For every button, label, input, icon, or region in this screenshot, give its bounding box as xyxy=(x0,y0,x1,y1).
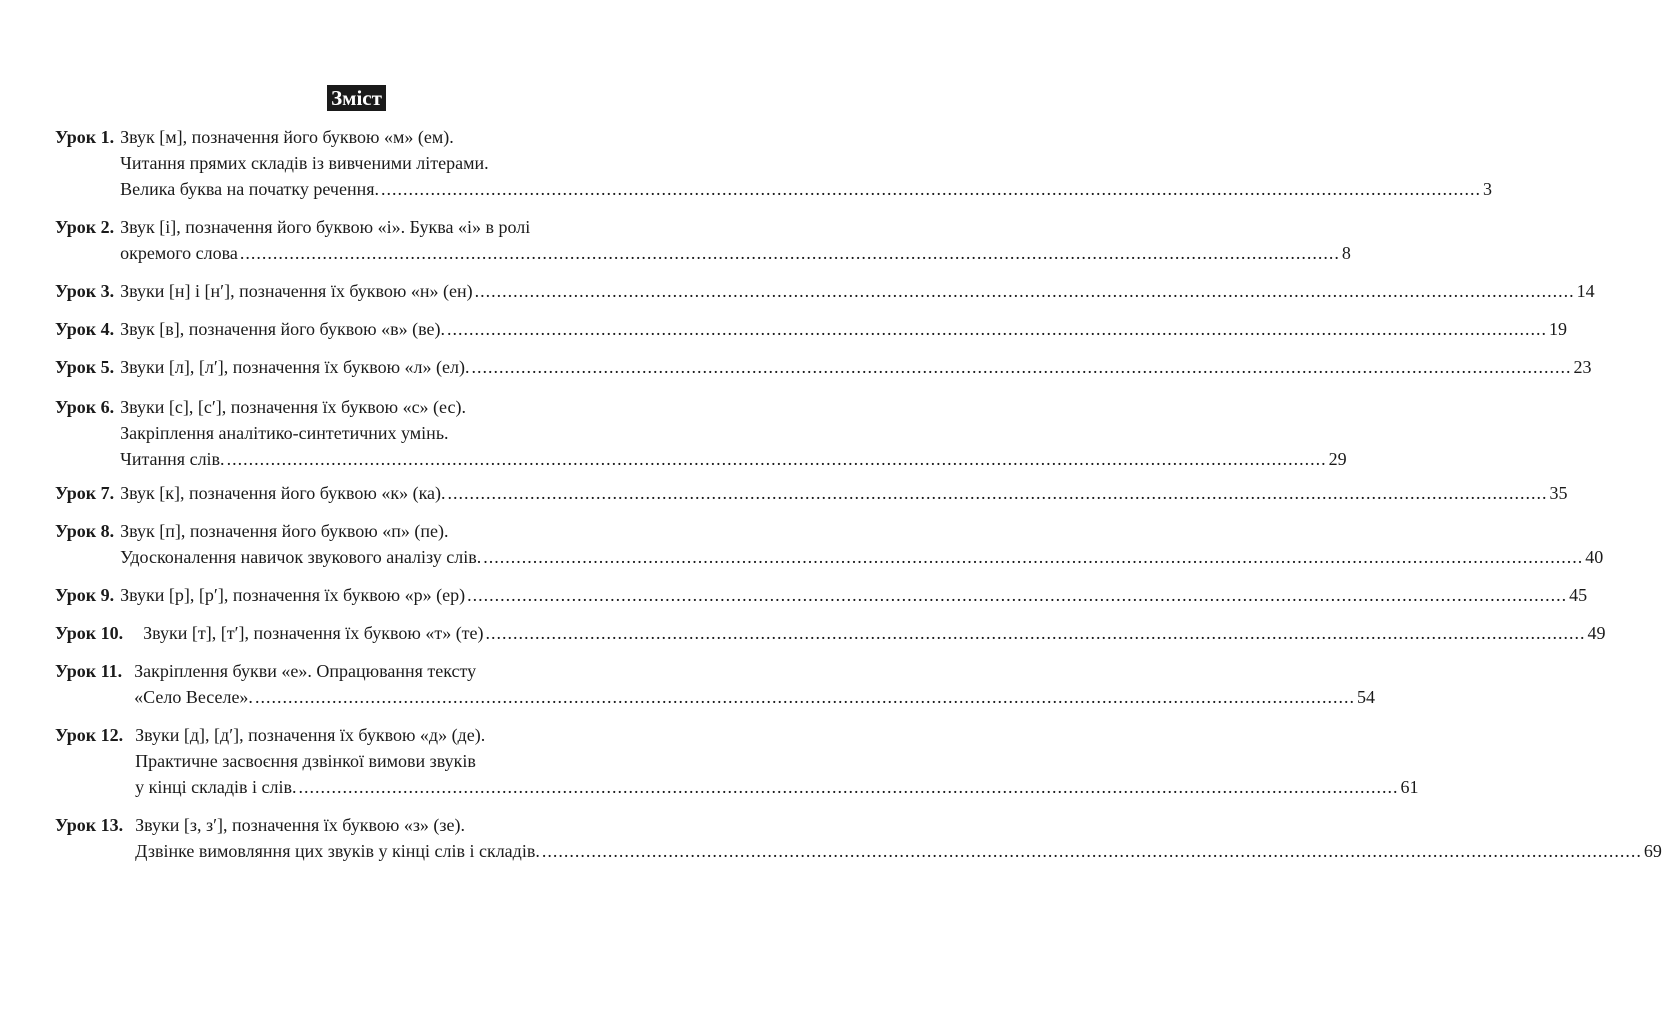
toc-entry xyxy=(55,316,1567,342)
toc-entry-line xyxy=(120,480,1567,506)
toc-entry-body xyxy=(120,582,1587,608)
toc-entry-text: Звук [м], позначення його буквою «м» (ем). xyxy=(120,127,454,147)
toc-entry-text: Читання прямих складів із вивченими літерами. xyxy=(120,153,489,173)
toc-entry xyxy=(55,620,1606,646)
toc-entry-body xyxy=(129,620,1605,646)
toc-entry-line xyxy=(120,446,1346,472)
toc-entry-text: Звук [в], позначення його буквою «в» (ве). xyxy=(120,319,445,339)
dot-leader: ........................................................................................................................................................................................................ xyxy=(239,243,1340,263)
toc-entry-text: Звуки [р], [р′], позначення їх буквою «р» (ер) xyxy=(120,585,466,605)
title-wrapper xyxy=(0,85,713,111)
toc-entry-text: Звук [п], позначення його буквою «п» (пе). xyxy=(120,521,449,541)
toc-entry-label: Урок 7. xyxy=(55,483,115,503)
toc-page-number: 14 xyxy=(1576,281,1595,301)
toc-entry-line xyxy=(135,774,1418,800)
toc-page-number: 35 xyxy=(1549,483,1568,503)
toc-entry xyxy=(55,394,1347,472)
dot-leader: ........................................................................................................................................................................................................ xyxy=(226,449,1327,469)
toc-entry xyxy=(55,722,1419,800)
toc-entry xyxy=(55,582,1588,608)
toc-entry-text: Удосконалення навичок звукового аналізу слів. xyxy=(120,547,482,567)
dot-leader: ........................................................................................................................................................................................................ xyxy=(483,547,1584,567)
toc-entry-text: Практичне засвоєння дзвінкої вимови звуків xyxy=(135,751,476,771)
toc-entry-body xyxy=(120,394,1346,472)
toc-page-number: 29 xyxy=(1328,449,1347,469)
toc-page-number: 49 xyxy=(1587,623,1606,643)
toc-entry-label: Урок 1. xyxy=(55,127,115,147)
toc-entry-line xyxy=(120,214,1351,240)
toc-entry-label: Урок 11. xyxy=(55,661,123,681)
toc-entry-text: Звуки [т], [т′], позначення їх буквою «т» (те) xyxy=(143,623,484,643)
toc-entry-label: Урок 6. xyxy=(55,397,115,417)
toc-entry-text: Звуки [н] і [н′], позначення їх буквою «н» (ен) xyxy=(120,281,473,301)
toc-entry-body xyxy=(120,278,1594,304)
dot-leader: ........................................................................................................................................................................................................ xyxy=(467,585,1568,605)
toc-entry xyxy=(55,480,1568,506)
toc-page-number: 8 xyxy=(1341,243,1351,263)
toc-entry xyxy=(55,518,1604,570)
dot-leader: ........................................................................................................................................................................................................ xyxy=(474,281,1575,301)
toc-entry-line xyxy=(120,240,1351,266)
toc-entry-line xyxy=(135,812,1662,838)
toc-entry-line xyxy=(120,176,1492,202)
toc-entry-line xyxy=(134,658,1375,684)
toc-entry xyxy=(55,354,1592,380)
toc-entry-line xyxy=(120,394,1346,420)
toc-entry-label: Урок 8. xyxy=(55,521,115,541)
toc-entry-line xyxy=(120,420,1346,446)
toc-entry xyxy=(55,278,1595,304)
toc-entry-line xyxy=(120,278,1594,304)
toc-entry-label: Урок 10. xyxy=(55,623,124,643)
toc-page-number: 69 xyxy=(1643,841,1662,861)
toc-entry-text: Звуки [д], [д′], позначення їх буквою «д» (де). xyxy=(135,725,486,745)
toc-page-number: 54 xyxy=(1356,687,1375,707)
toc-entry-body xyxy=(120,354,1591,380)
toc-page-number: 40 xyxy=(1585,547,1604,567)
dot-leader: ........................................................................................................................................................................................................ xyxy=(254,687,1355,707)
toc-entry-label: Урок 13. xyxy=(55,815,124,835)
toc-page-number: 3 xyxy=(1483,179,1493,199)
toc-entry-text: Читання слів. xyxy=(120,449,225,469)
toc-entry-label: Урок 4. xyxy=(55,319,115,339)
page-title: Зміст xyxy=(327,85,386,111)
toc-entry-label: Урок 2. xyxy=(55,217,115,237)
dot-leader: ........................................................................................................................................................................................................ xyxy=(447,483,1548,503)
toc-entry-label: Урок 12. xyxy=(55,725,124,745)
toc-page-number: 45 xyxy=(1569,585,1588,605)
toc-entry-text: Звуки [с], [с′], позначення їх буквою «с» (ес). xyxy=(120,397,466,417)
dot-leader: ........................................................................................................................................................................................................ xyxy=(298,777,1399,797)
toc-entry-body xyxy=(129,812,1662,864)
toc-entry-body xyxy=(120,124,1492,202)
toc-entry xyxy=(55,124,1493,202)
toc-entry-text: Закріплення букви «е». Опрацювання тексту xyxy=(134,661,477,681)
toc-entry-line xyxy=(135,838,1662,864)
toc-entry-body xyxy=(129,722,1418,800)
toc-entry-text: Закріплення аналітико-синтетичних умінь. xyxy=(120,423,449,443)
toc-entry-line xyxy=(134,684,1375,710)
toc-entry-line xyxy=(120,582,1587,608)
toc-entry-line xyxy=(120,544,1603,570)
toc-entry-body xyxy=(120,480,1567,506)
toc-entry-label: Урок 5. xyxy=(55,357,115,377)
toc-page-number: 23 xyxy=(1573,357,1592,377)
toc-entry-body xyxy=(120,518,1603,570)
dot-leader: ........................................................................................................................................................................................................ xyxy=(471,357,1572,377)
dot-leader: ........................................................................................................................................................................................................ xyxy=(541,841,1642,861)
toc-entry-text: Велика буква на початку речення. xyxy=(120,179,380,199)
toc-entry-text: Звуки [л], [л′], позначення їх буквою «л» (ел). xyxy=(120,357,470,377)
toc-entry-line xyxy=(120,354,1591,380)
toc-entry-body xyxy=(128,658,1375,710)
toc-entry-text: Звуки [з, з′], позначення їх буквою «з» (зе). xyxy=(135,815,466,835)
toc-entry-label: Урок 3. xyxy=(55,281,115,301)
toc-entry xyxy=(55,214,1351,266)
toc-entry-text: окремого слова xyxy=(120,243,238,263)
toc-entry-line xyxy=(120,124,1492,150)
dot-leader: ........................................................................................................................................................................................................ xyxy=(446,319,1547,339)
toc-page-number: 61 xyxy=(1400,777,1419,797)
toc-entry-label: Урок 9. xyxy=(55,585,115,605)
toc-entry-line xyxy=(135,748,1418,774)
toc-entry-text: Звук [і], позначення його буквою «і». Буква «і» в ролі xyxy=(120,217,531,237)
toc-entry-body xyxy=(120,316,1567,342)
toc-page-number: 19 xyxy=(1548,319,1567,339)
toc-entry-line xyxy=(120,316,1567,342)
toc-entry-line xyxy=(143,620,1605,646)
toc-entry xyxy=(55,658,1375,710)
dot-leader: ........................................................................................................................................................................................................ xyxy=(381,179,1482,199)
toc-entry-text: у кінці складів і слів. xyxy=(135,777,297,797)
toc-entry-line xyxy=(135,722,1418,748)
dot-leader: ........................................................................................................................................................................................................ xyxy=(485,623,1586,643)
toc-entry-line xyxy=(120,150,1492,176)
toc-entry xyxy=(55,812,1662,864)
toc-entry-line xyxy=(120,518,1603,544)
toc-entry-text: Звук [к], позначення його буквою «к» (ка). xyxy=(120,483,446,503)
toc-entry-text: Дзвінке вимовляння цих звуків у кінці слів і складів. xyxy=(135,841,540,861)
toc-entry-body xyxy=(120,214,1351,266)
toc-entry-text: «Село Веселе». xyxy=(134,687,253,707)
